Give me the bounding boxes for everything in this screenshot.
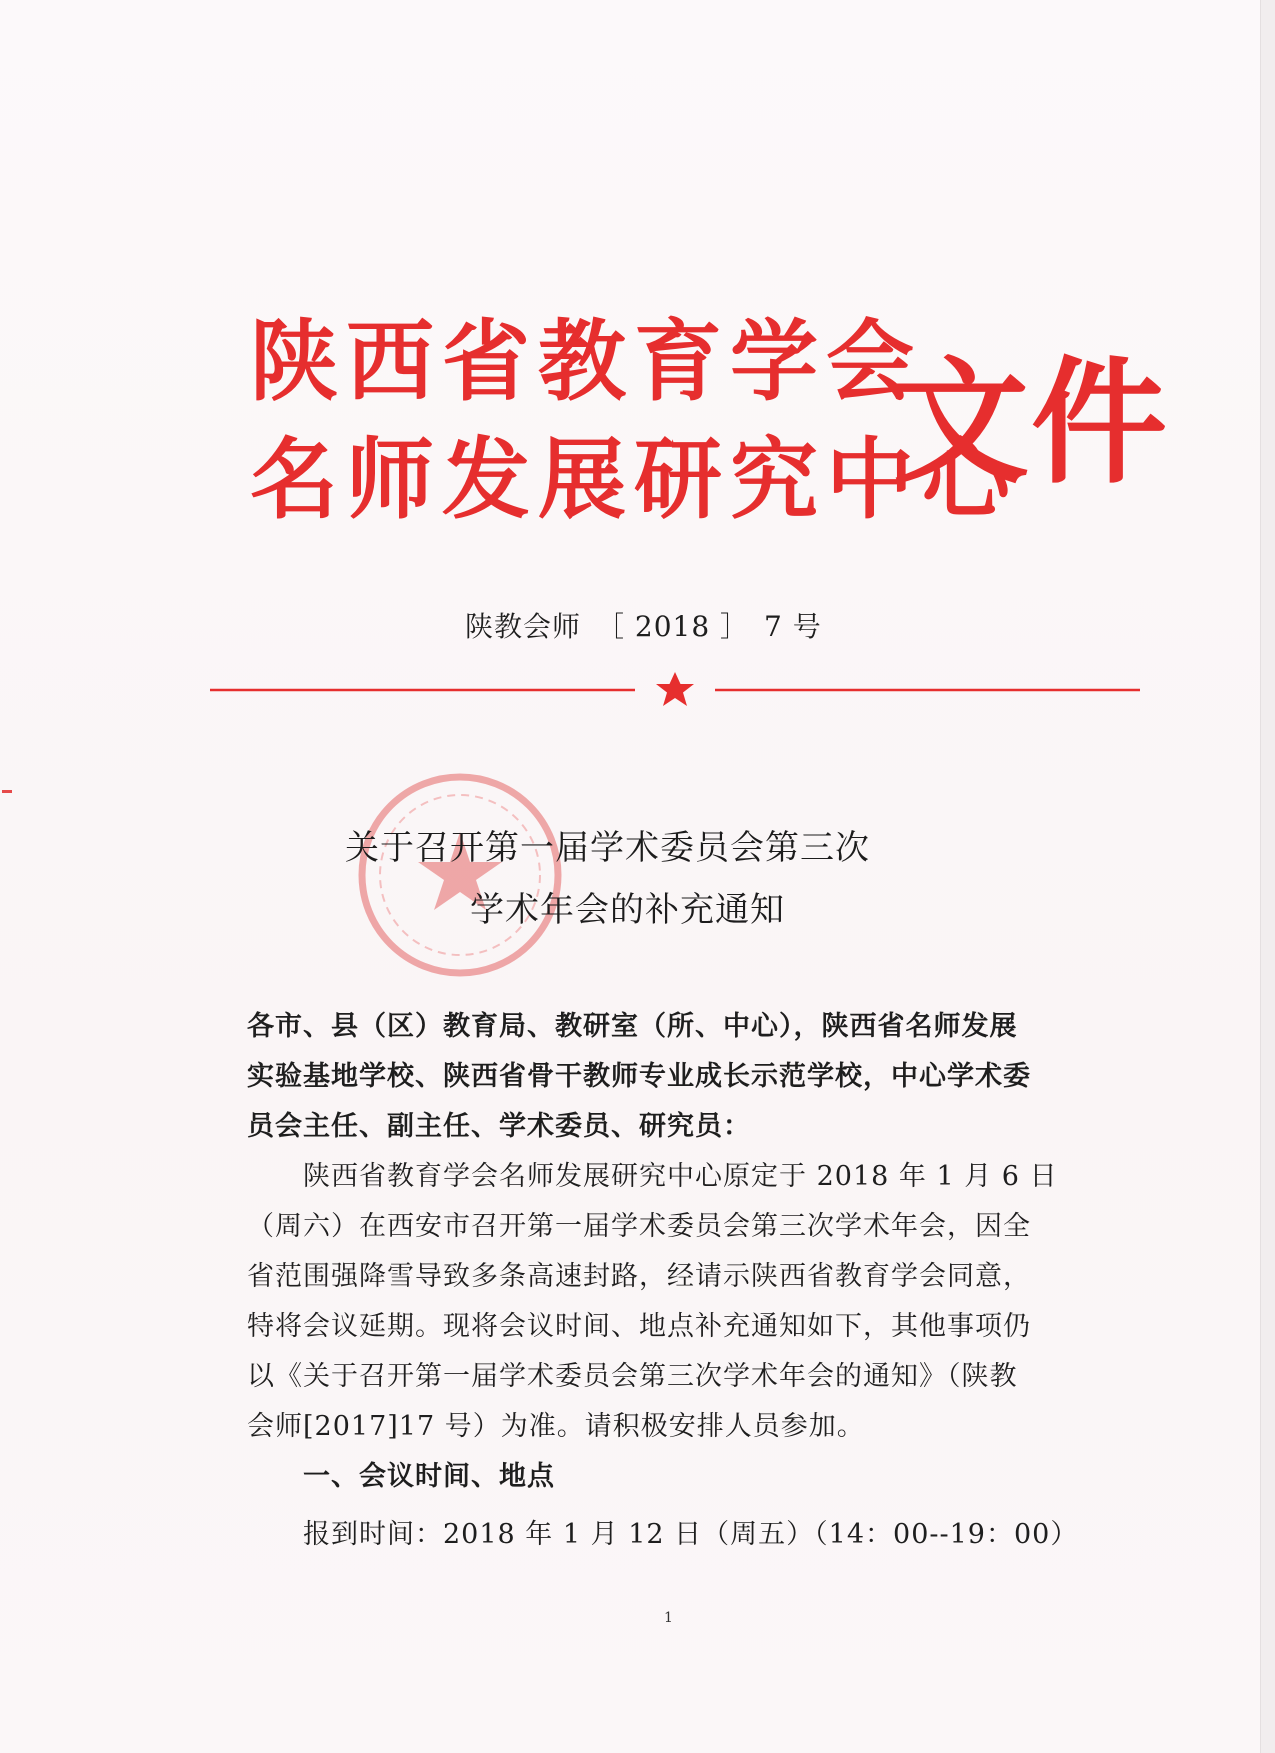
addressee-line: 实验基地学校、陕西省骨干教师专业成长示范学校，中心学术委 (247, 1061, 1031, 1092)
paragraph-line: 会师[2017]17 号）为准。请积极安排人员参加。 (247, 1411, 865, 1442)
notice-title-line1: 关于召开第一届学术委员会第三次 (345, 828, 870, 868)
section-heading: 一、会议时间、地点 (303, 1461, 555, 1492)
header-org-line1: 陕西省教育学会 (250, 310, 923, 413)
paragraph-line: （周六）在西安市召开第一届学术委员会第三次学术年会，因全 (247, 1211, 1031, 1242)
header-document-word: 文件 (893, 345, 1169, 503)
addressee-line: 各市、县（区）教育局、教研室（所、中心），陕西省名师发展 (247, 1011, 1018, 1042)
paragraph-line: 陕西省教育学会名师发展研究中心原定于 2018 年 1 月 6 日 (303, 1161, 1058, 1192)
red-star-divider (210, 670, 1140, 710)
document-number: 陕教会师 ［ 2018 ］ 7 号 (465, 610, 822, 643)
addressee-block (247, 1002, 1127, 1152)
addressee-line: 员会主任、副主任、学术委员、研究员： (247, 1111, 751, 1142)
notice-title-line2: 学术年会的补充通知 (470, 890, 785, 930)
report-time: 报到时间：2018 年 1 月 12 日（周五）（14：00--19：00） (303, 1519, 1079, 1550)
star-icon (656, 672, 694, 706)
scan-mark (2, 790, 12, 793)
paragraph-line: 特将会议延期。现将会议时间、地点补充通知如下，其他事项仍 (247, 1311, 1031, 1342)
paragraph-line: 省范围强降雪导致多条高速封路，经请示陕西省教育学会同意， (247, 1261, 1031, 1292)
header-org-line2: 名师发展研究中心 (250, 428, 1019, 531)
page-number: 1 (664, 1610, 673, 1626)
notice-paragraph (247, 1152, 1127, 1452)
red-star-seal-icon (355, 770, 565, 980)
scan-edge (1260, 0, 1275, 1753)
paragraph-line: 以《关于召开第一届学术委员会第三次学术年会的通知》（陕教 (247, 1361, 1018, 1392)
